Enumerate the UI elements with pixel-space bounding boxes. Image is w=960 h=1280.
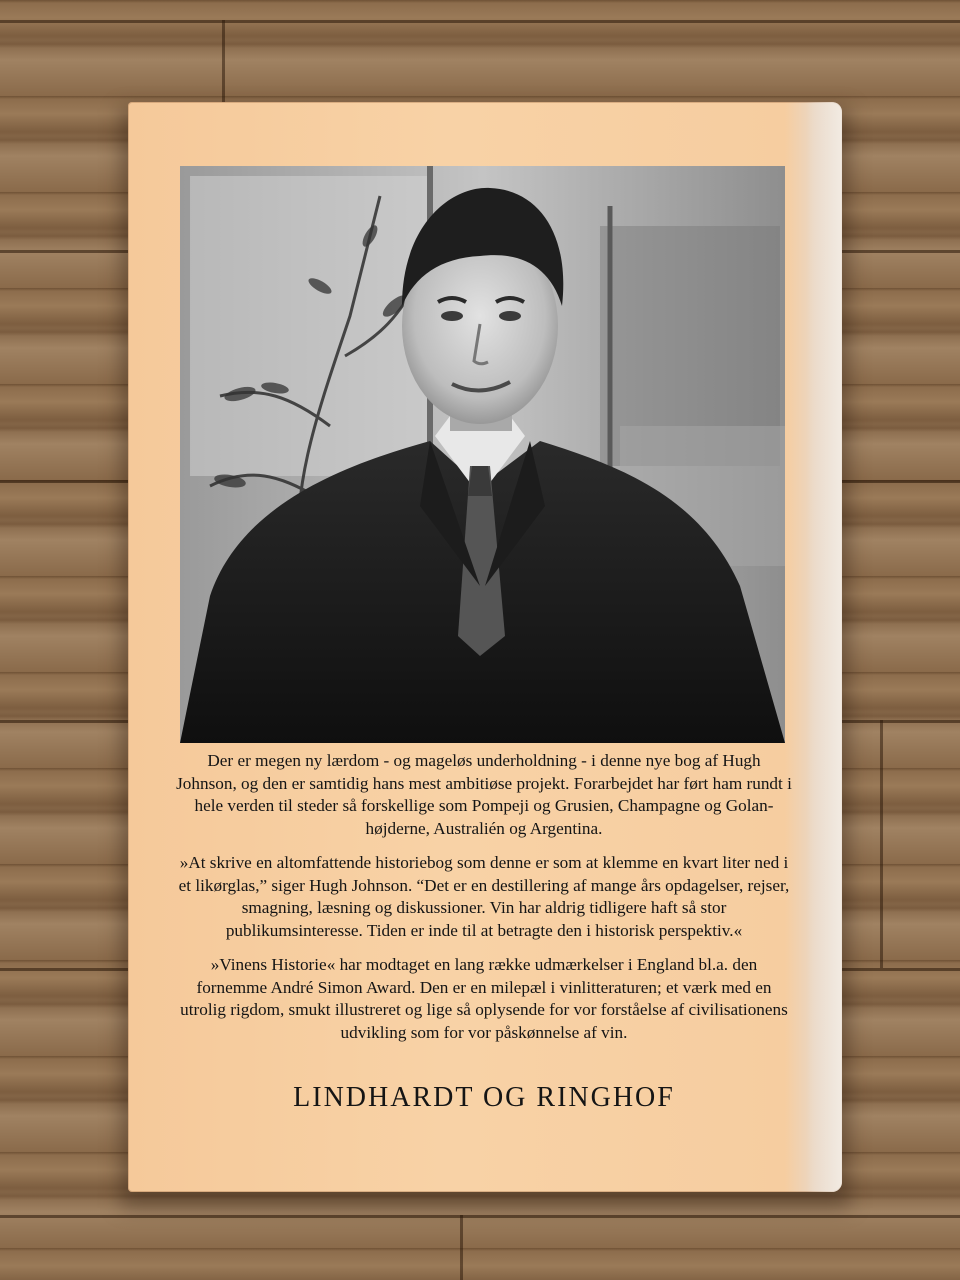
book-edge [806, 102, 842, 1192]
blurb-text [176, 750, 792, 1056]
table-seam-v2 [880, 720, 883, 968]
blurb-paragraph-2: »At skrive en altomfattende historiebog som denne er som at klemme en kvart liter ned i et likørglas,” siger Hugh Johnson. “Det er en destillering af mange års opdagelser, rejser, smagning, læsning og diskussioner. Vin har aldrig tidligere haft så stor publikumsinteresse. Tiden er inde til at betragte den i historisk perspektiv.« [178, 853, 790, 940]
author-portrait-photo-icon [180, 166, 785, 743]
blurb-paragraph-3: »Vinens Historie« har modtaget en lang række udmærkelser i England bl.a. den fornemme André Simon Award. Den er en milepæl i vinlitteraturen; et værk med en utrolig rigdom, smukt illustreret og lige så oplysende for vor forståelse af civilisationens udvikling som for vor påskønnelse af vin. [180, 955, 788, 1042]
table-seam-6 [0, 1215, 960, 1218]
blurb-paragraph-1: Der er megen ny lærdom - og mageløs underholdning - i denne nye bog af Hugh Johnson, og den er samtidig hans mest ambitiøse projekt. Forarbejdet har ført ham rundt i hele verden til steder så forskellige som Pompeji og Grusien, Champagne og Golan-højderne, Australién og Argentina. [176, 751, 792, 838]
author-photo [180, 166, 785, 743]
table-seam-v3 [460, 1215, 463, 1280]
table-seam-1 [0, 20, 960, 23]
publisher-name: LINDHARDT OG RINGHOF [293, 1082, 675, 1113]
